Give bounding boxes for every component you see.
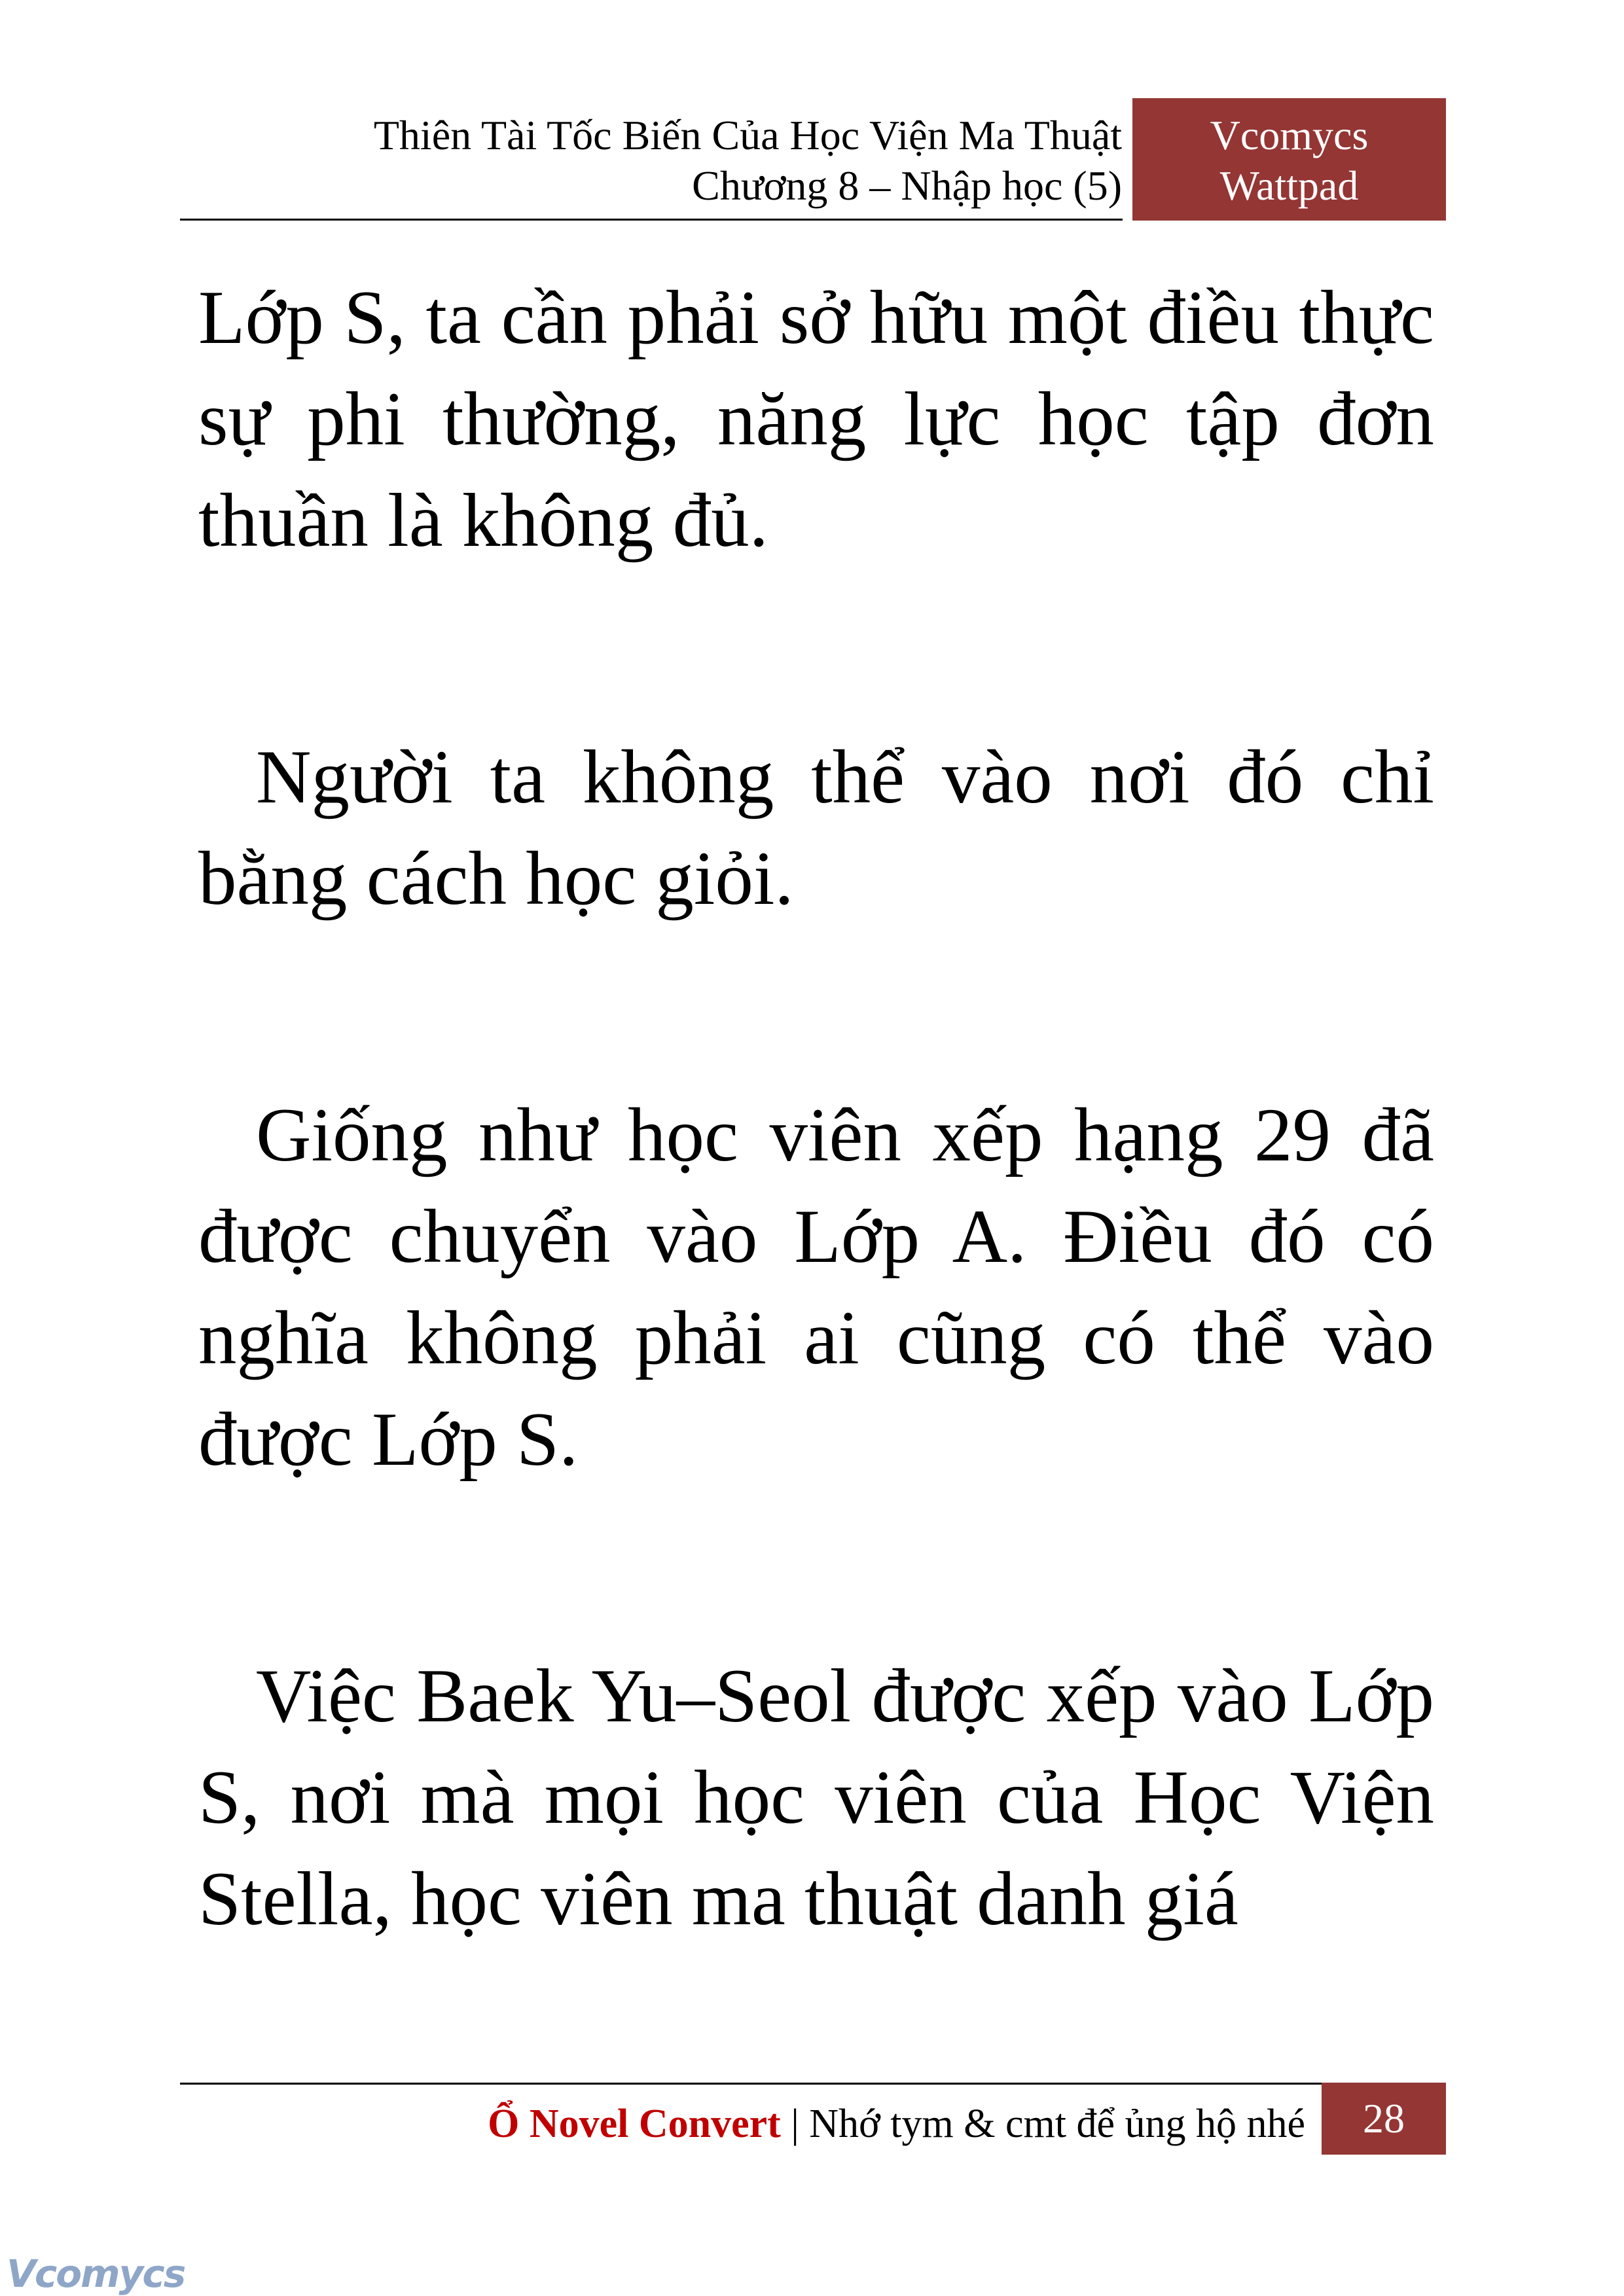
chapter-title: Chương 8 – Nhập học (5) bbox=[692, 162, 1122, 209]
watermark-logo: Vcomycs bbox=[7, 2251, 185, 2296]
source-badge-line1: Vcomycs bbox=[1210, 112, 1369, 158]
paragraph: Người ta không thể vào nơi đó chỉ bằng cách học giỏi. bbox=[198, 735, 1434, 921]
page-number: 28 bbox=[1322, 2083, 1446, 2155]
footer-separator: | bbox=[780, 2102, 810, 2146]
book-title: Thiên Tài Tốc Biến Của Học Viện Ma Thuật bbox=[373, 112, 1122, 158]
source-badge bbox=[1132, 98, 1446, 221]
page-footer bbox=[180, 2083, 1446, 2155]
footer-divider bbox=[180, 2083, 1322, 2085]
page-body bbox=[198, 267, 1434, 1950]
footer-brand: Ổ Novel Convert bbox=[488, 2102, 781, 2146]
paragraph: Giống như học viên xếp hạng 29 đã được chuyển vào Lớp A. Điều đó có nghĩa không phải ai cũng có thể vào được Lớp S. bbox=[198, 1093, 1434, 1482]
header-title-block bbox=[374, 110, 1122, 211]
source-badge-line2: Wattpad bbox=[1219, 162, 1359, 209]
page-header bbox=[180, 98, 1446, 221]
footer-message: Nhớ tym & cmt để ủng hộ nhé bbox=[809, 2102, 1305, 2146]
header-divider bbox=[180, 219, 1123, 221]
paragraph: Lớp S, ta cần phải sở hữu một điều thực sự phi thường, năng lực học tập đơn thuần là không đủ. bbox=[198, 276, 1434, 563]
footer-credit bbox=[488, 2098, 1305, 2149]
paragraph: Việc Baek Yu–Seol được xếp vào Lớp S, nơi mà mọi học viên của Học Viện Stella, học viên ma thuật danh giá bbox=[198, 1654, 1434, 1941]
